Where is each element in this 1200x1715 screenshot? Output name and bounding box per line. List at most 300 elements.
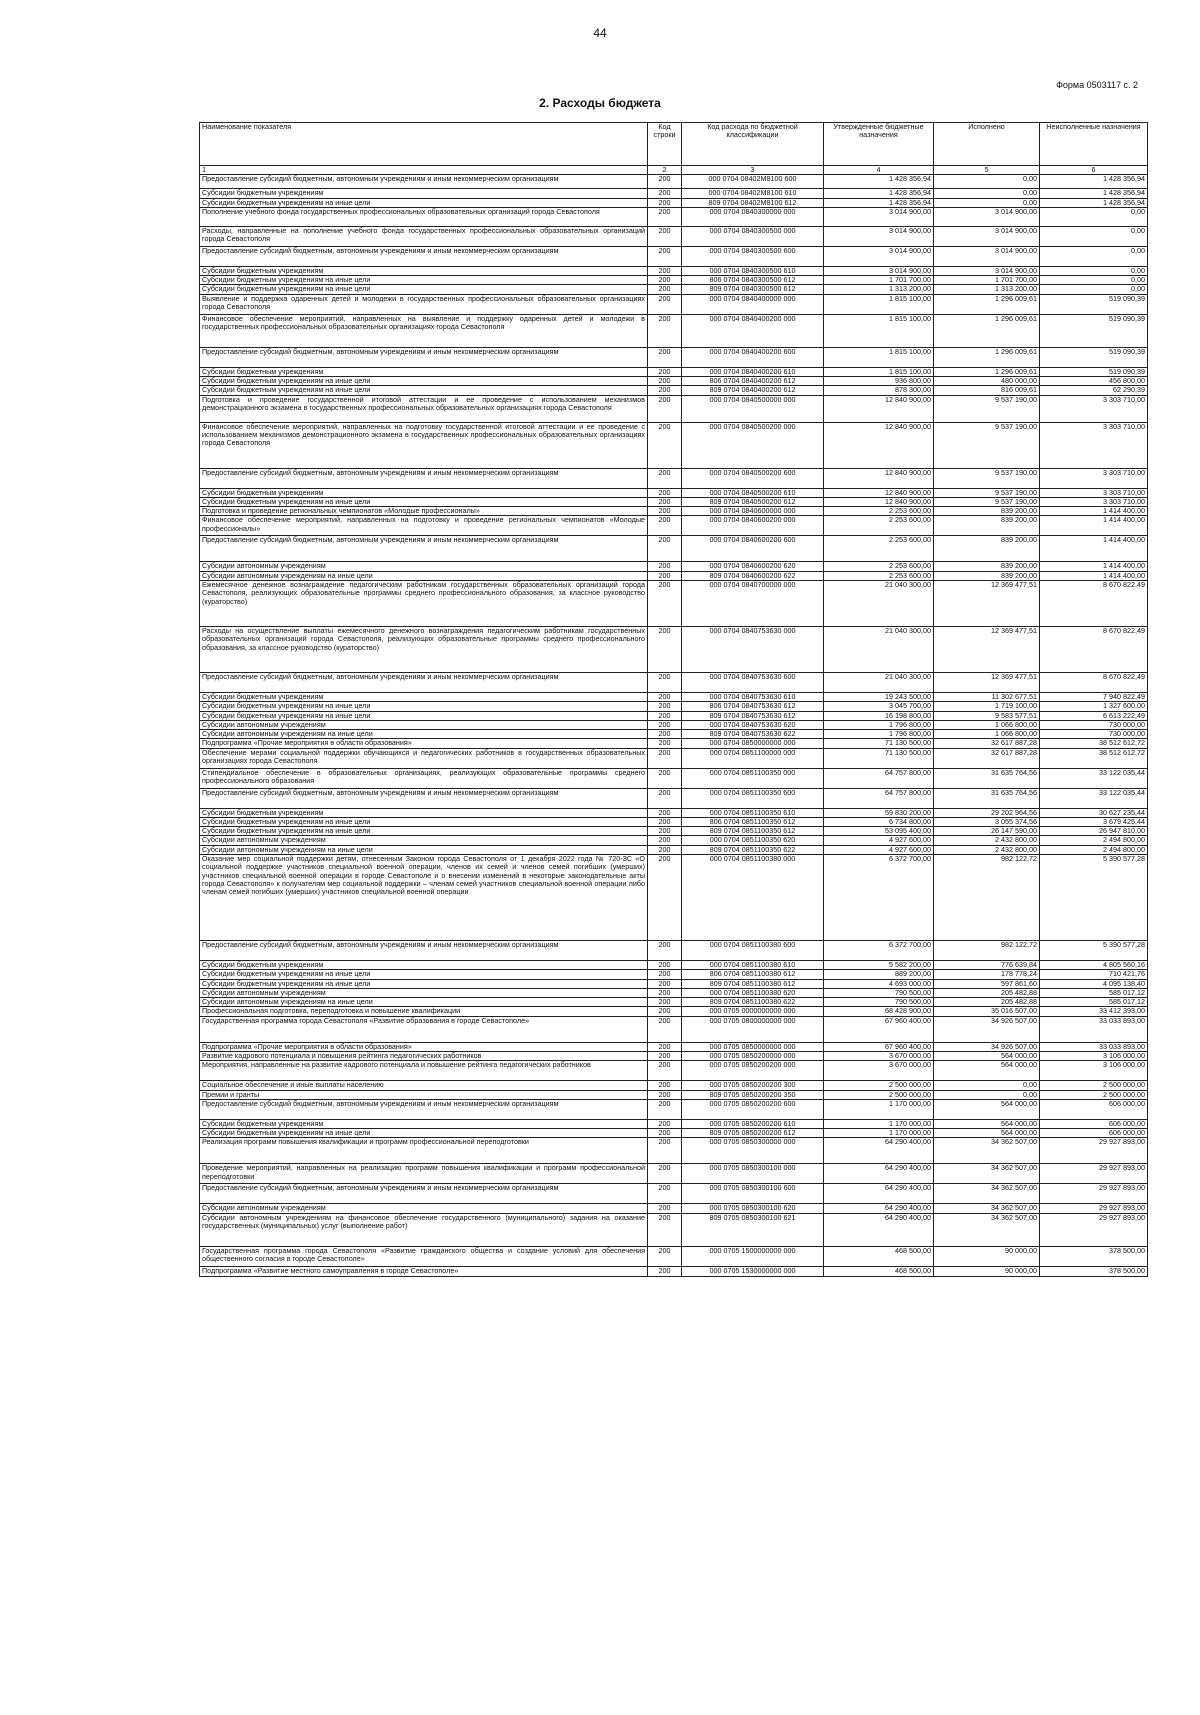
row-name: Предоставление субсидий бюджетным, автономным учреждениям и иным некоммерческим организациям bbox=[200, 788, 648, 808]
row-approved: 2 253 600,00 bbox=[824, 571, 934, 580]
row-executed: 9 537 190,00 bbox=[934, 497, 1040, 506]
row-name: Субсидии бюджетным учреждениям bbox=[200, 266, 648, 275]
row-line-code: 200 bbox=[648, 941, 682, 961]
table-row bbox=[200, 827, 1148, 836]
row-line-code: 200 bbox=[648, 175, 682, 189]
table-row bbox=[200, 1184, 1148, 1204]
row-unexecuted: 456 800,00 bbox=[1040, 376, 1148, 385]
row-approved: 64 290 400,00 bbox=[824, 1204, 934, 1213]
row-approved: 468 500,00 bbox=[824, 1246, 934, 1266]
row-name: Премии и гранты bbox=[200, 1090, 648, 1099]
row-executed: 564 000,00 bbox=[934, 1052, 1040, 1061]
row-line-code: 200 bbox=[648, 1129, 682, 1138]
row-unexecuted: 1 428 356,94 bbox=[1040, 175, 1148, 189]
table-row bbox=[200, 395, 1148, 422]
row-unexecuted: 730 000,00 bbox=[1040, 730, 1148, 739]
row-approved: 1 428 356,94 bbox=[824, 175, 934, 189]
row-expense-code: 000 0705 0850300000 000 bbox=[682, 1138, 824, 1164]
row-expense-code: 000 0705 0850200000 000 bbox=[682, 1052, 824, 1061]
row-line-code: 200 bbox=[648, 507, 682, 516]
row-unexecuted: 1 414 400,00 bbox=[1040, 536, 1148, 562]
row-line-code: 200 bbox=[648, 1164, 682, 1184]
header-executed: Исполнено bbox=[934, 123, 1040, 166]
row-unexecuted: 0,00 bbox=[1040, 226, 1148, 246]
row-name: Предоставление субсидий бюджетным, автономным учреждениям и иным некоммерческим организациям bbox=[200, 175, 648, 189]
row-unexecuted: 4 805 560,16 bbox=[1040, 961, 1148, 970]
table-row bbox=[200, 1016, 1148, 1042]
row-unexecuted: 29 927 893,00 bbox=[1040, 1184, 1148, 1204]
row-expense-code: 809 0704 0851100380 612 bbox=[682, 979, 824, 988]
row-name: Выявление и поддержка одаренных детей и молодежи в государственных профессиональных образовательных организациях города Севастополя bbox=[200, 294, 648, 314]
row-unexecuted: 33 122 035,44 bbox=[1040, 788, 1148, 808]
row-name: Субсидии бюджетным учреждениям bbox=[200, 961, 648, 970]
form-reference: Форма 0503117 с. 2 bbox=[1056, 80, 1138, 90]
row-unexecuted: 585 017,12 bbox=[1040, 998, 1148, 1007]
table-row bbox=[200, 970, 1148, 979]
row-executed: 9 537 190,00 bbox=[934, 395, 1040, 422]
row-line-code: 200 bbox=[648, 367, 682, 376]
row-line-code: 200 bbox=[648, 1119, 682, 1128]
row-executed: 982 122,72 bbox=[934, 941, 1040, 961]
row-unexecuted: 0,00 bbox=[1040, 207, 1148, 226]
row-expense-code: 000 0704 0840753630 600 bbox=[682, 672, 824, 692]
row-line-code: 200 bbox=[648, 571, 682, 580]
row-approved: 67 960 400,00 bbox=[824, 1042, 934, 1051]
table-row bbox=[200, 845, 1148, 854]
row-name: Подпрограмма «Прочие мероприятия в области образования» bbox=[200, 1042, 648, 1051]
row-executed: 564 000,00 bbox=[934, 1099, 1040, 1119]
row-approved: 2 500 000,00 bbox=[824, 1090, 934, 1099]
row-executed: 816 009,61 bbox=[934, 386, 1040, 395]
row-expense-code: 000 0705 0850300100 600 bbox=[682, 1184, 824, 1204]
row-line-code: 200 bbox=[648, 711, 682, 720]
row-name: Субсидии бюджетным учреждениям bbox=[200, 367, 648, 376]
row-executed: 839 200,00 bbox=[934, 516, 1040, 536]
row-approved: 21 040 300,00 bbox=[824, 672, 934, 692]
table-row bbox=[200, 266, 1148, 275]
row-approved: 4 927 600,00 bbox=[824, 845, 934, 854]
row-approved: 1 428 356,94 bbox=[824, 189, 934, 198]
table-row bbox=[200, 246, 1148, 266]
row-approved: 2 253 600,00 bbox=[824, 507, 934, 516]
row-expense-code: 000 0704 0851100380 600 bbox=[682, 941, 824, 961]
row-executed: 1 313 200,00 bbox=[934, 285, 1040, 294]
row-executed: 564 000,00 bbox=[934, 1129, 1040, 1138]
row-name: Субсидии бюджетным учреждениям на иные цели bbox=[200, 711, 648, 720]
row-name: Финансовое обеспечение мероприятий, направленных на подготовку государственной итоговой аттестации и ее проведение с использованием механизмов демонстрационного экзамена в государственных профессиональных образовательных организациях города Севастополя bbox=[200, 422, 648, 468]
row-name: Государственная программа города Севастополя «Развитие гражданского общества и создание условий для обеспечения общественного согласия в городе Севастополе» bbox=[200, 1246, 648, 1266]
row-line-code: 200 bbox=[648, 768, 682, 788]
table-row bbox=[200, 1052, 1148, 1061]
row-unexecuted: 0,00 bbox=[1040, 246, 1148, 266]
row-line-code: 200 bbox=[648, 497, 682, 506]
row-approved: 1 170 000,00 bbox=[824, 1099, 934, 1119]
row-line-code: 200 bbox=[648, 1204, 682, 1213]
row-line-code: 200 bbox=[648, 748, 682, 768]
header-expense-code: Код расхода по бюджетной классификации bbox=[682, 123, 824, 166]
row-line-code: 200 bbox=[648, 836, 682, 845]
row-unexecuted: 62 290,39 bbox=[1040, 386, 1148, 395]
row-executed: 12 369 477,51 bbox=[934, 672, 1040, 692]
row-line-code: 200 bbox=[648, 1016, 682, 1042]
table-row bbox=[200, 1099, 1148, 1119]
row-line-code: 200 bbox=[648, 285, 682, 294]
row-unexecuted: 33 033 893,00 bbox=[1040, 1016, 1148, 1042]
row-expense-code: 000 0704 0851100380 000 bbox=[682, 855, 824, 941]
row-executed: 0,00 bbox=[934, 198, 1040, 207]
column-numbers-row bbox=[200, 166, 1148, 175]
row-line-code: 200 bbox=[648, 739, 682, 748]
row-name: Субсидии бюджетным учреждениям bbox=[200, 692, 648, 701]
row-expense-code: 000 0704 0851100380 620 bbox=[682, 988, 824, 997]
row-approved: 4 927 600,00 bbox=[824, 836, 934, 845]
row-unexecuted: 3 303 710,00 bbox=[1040, 468, 1148, 488]
row-approved: 889 200,00 bbox=[824, 970, 934, 979]
table-row bbox=[200, 516, 1148, 536]
column-number: 1 bbox=[200, 166, 648, 175]
row-unexecuted: 2 500 000,00 bbox=[1040, 1090, 1148, 1099]
row-expense-code: 809 0704 0840600200 622 bbox=[682, 571, 824, 580]
row-executed: 3 014 900,00 bbox=[934, 266, 1040, 275]
row-unexecuted: 519 090,39 bbox=[1040, 367, 1148, 376]
row-expense-code: 000 0705 0850200200 000 bbox=[682, 1061, 824, 1081]
row-line-code: 200 bbox=[648, 827, 682, 836]
row-expense-code: 000 0705 0850200200 300 bbox=[682, 1081, 824, 1090]
row-executed: 11 302 677,51 bbox=[934, 692, 1040, 701]
table-row bbox=[200, 998, 1148, 1007]
row-expense-code: 809 0704 0840753630 612 bbox=[682, 711, 824, 720]
row-approved: 64 290 400,00 bbox=[824, 1138, 934, 1164]
table-row bbox=[200, 748, 1148, 768]
row-name: Субсидии бюджетным учреждениям на иные цели bbox=[200, 276, 648, 285]
table-row bbox=[200, 1090, 1148, 1099]
row-expense-code: 000 0704 0840400200 000 bbox=[682, 314, 824, 347]
row-expense-code: 000 0704 0840400200 600 bbox=[682, 347, 824, 367]
row-approved: 19 243 500,00 bbox=[824, 692, 934, 701]
table-row bbox=[200, 294, 1148, 314]
row-name: Стипендиальное обеспечение в образовательных организациях, реализующих образовательные программы среднего профессионального образования bbox=[200, 768, 648, 788]
row-approved: 1 815 100,00 bbox=[824, 294, 934, 314]
row-expense-code: 806 0704 0840753630 612 bbox=[682, 702, 824, 711]
row-approved: 12 840 900,00 bbox=[824, 468, 934, 488]
row-expense-code: 000 0704 0840753630 610 bbox=[682, 692, 824, 701]
row-expense-code: 809 0704 08402M8100 612 bbox=[682, 198, 824, 207]
table-row bbox=[200, 536, 1148, 562]
row-line-code: 200 bbox=[648, 1007, 682, 1016]
row-line-code: 200 bbox=[648, 562, 682, 571]
row-name: Субсидии бюджетным учреждениям bbox=[200, 488, 648, 497]
row-executed: 31 635 764,56 bbox=[934, 788, 1040, 808]
row-expense-code: 000 0705 0000000000 000 bbox=[682, 1007, 824, 1016]
table-row bbox=[200, 507, 1148, 516]
row-line-code: 200 bbox=[648, 226, 682, 246]
row-name: Субсидии автономным учреждениям bbox=[200, 720, 648, 729]
row-unexecuted: 3 106 000,00 bbox=[1040, 1061, 1148, 1081]
table-row bbox=[200, 226, 1148, 246]
table-row bbox=[200, 1204, 1148, 1213]
row-line-code: 200 bbox=[648, 276, 682, 285]
row-unexecuted: 8 670 822,49 bbox=[1040, 672, 1148, 692]
row-line-code: 200 bbox=[648, 1213, 682, 1246]
row-executed: 90 000,00 bbox=[934, 1266, 1040, 1276]
row-name: Субсидии бюджетным учреждениям bbox=[200, 808, 648, 817]
row-line-code: 200 bbox=[648, 376, 682, 385]
row-unexecuted: 33 412 393,00 bbox=[1040, 1007, 1148, 1016]
table-row bbox=[200, 1129, 1148, 1138]
table-header-row bbox=[200, 123, 1148, 166]
row-unexecuted: 38 512 612,72 bbox=[1040, 748, 1148, 768]
row-executed: 34 362 507,00 bbox=[934, 1213, 1040, 1246]
row-name: Предоставление субсидий бюджетным, автономным учреждениям и иным некоммерческим организациям bbox=[200, 468, 648, 488]
row-line-code: 200 bbox=[648, 422, 682, 468]
row-expense-code: 000 0704 08402M8100 610 bbox=[682, 189, 824, 198]
row-approved: 5 582 200,00 bbox=[824, 961, 934, 970]
row-approved: 2 253 600,00 bbox=[824, 562, 934, 571]
row-approved: 64 290 400,00 bbox=[824, 1213, 934, 1246]
row-approved: 16 198 800,00 bbox=[824, 711, 934, 720]
row-expense-code: 000 0704 0840600200 620 bbox=[682, 562, 824, 571]
row-approved: 790 500,00 bbox=[824, 988, 934, 997]
row-executed: 9 537 190,00 bbox=[934, 468, 1040, 488]
row-name: Субсидии бюджетным учреждениям на иные цели bbox=[200, 817, 648, 826]
row-approved: 1 701 700,00 bbox=[824, 276, 934, 285]
row-executed: 1 701 700,00 bbox=[934, 276, 1040, 285]
row-unexecuted: 606 000,00 bbox=[1040, 1119, 1148, 1128]
row-name: Предоставление субсидий бюджетным, автономным учреждениям и иным некоммерческим организациям bbox=[200, 1184, 648, 1204]
row-executed: 0,00 bbox=[934, 175, 1040, 189]
table-row bbox=[200, 808, 1148, 817]
row-executed: 34 362 507,00 bbox=[934, 1164, 1040, 1184]
table-row bbox=[200, 1246, 1148, 1266]
row-approved: 1 815 100,00 bbox=[824, 367, 934, 376]
row-name: Субсидии автономным учреждениям bbox=[200, 562, 648, 571]
row-name: Финансовое обеспечение мероприятий, направленных на подготовку и проведение региональных чемпионатов «Молодые профессионалы» bbox=[200, 516, 648, 536]
table-row bbox=[200, 720, 1148, 729]
column-number: 6 bbox=[1040, 166, 1148, 175]
row-unexecuted: 0,00 bbox=[1040, 276, 1148, 285]
row-name: Подготовка и проведение региональных чемпионатов «Молодые профессионалы» bbox=[200, 507, 648, 516]
row-name: Субсидии бюджетным учреждениям на иные цели bbox=[200, 285, 648, 294]
row-unexecuted: 0,00 bbox=[1040, 285, 1148, 294]
row-approved: 3 045 700,00 bbox=[824, 702, 934, 711]
row-expense-code: 809 0704 0840400200 612 bbox=[682, 386, 824, 395]
row-expense-code: 000 0704 0840500200 000 bbox=[682, 422, 824, 468]
row-approved: 3 670 000,00 bbox=[824, 1061, 934, 1081]
table-row bbox=[200, 1061, 1148, 1081]
row-approved: 1 313 200,00 bbox=[824, 285, 934, 294]
table-row bbox=[200, 189, 1148, 198]
row-executed: 205 482,88 bbox=[934, 998, 1040, 1007]
row-name: Субсидии бюджетным учреждениям на иные цели bbox=[200, 376, 648, 385]
row-name: Подпрограмма «Развитие местного самоуправления в городе Севастополе» bbox=[200, 1266, 648, 1276]
row-expense-code: 000 0704 0851100350 610 bbox=[682, 808, 824, 817]
row-expense-code: 000 0704 0840700000 000 bbox=[682, 580, 824, 626]
row-line-code: 200 bbox=[648, 702, 682, 711]
row-approved: 64 757 800,00 bbox=[824, 788, 934, 808]
table-row bbox=[200, 314, 1148, 347]
row-approved: 1 796 800,00 bbox=[824, 730, 934, 739]
row-unexecuted: 29 927 893,00 bbox=[1040, 1204, 1148, 1213]
row-approved: 936 800,00 bbox=[824, 376, 934, 385]
row-executed: 35 016 507,00 bbox=[934, 1007, 1040, 1016]
table-row bbox=[200, 1119, 1148, 1128]
row-expense-code: 809 0704 0840500200 612 bbox=[682, 497, 824, 506]
row-unexecuted: 3 303 710,00 bbox=[1040, 488, 1148, 497]
row-expense-code: 000 0705 0850200200 600 bbox=[682, 1099, 824, 1119]
row-name: Субсидии автономным учреждениям bbox=[200, 836, 648, 845]
row-name: Субсидии автономным учреждениям на иные цели bbox=[200, 998, 648, 1007]
row-executed: 34 926 507,00 bbox=[934, 1016, 1040, 1042]
row-line-code: 200 bbox=[648, 672, 682, 692]
row-expense-code: 809 0704 0840300500 612 bbox=[682, 285, 824, 294]
row-expense-code: 809 0705 0850200200 350 bbox=[682, 1090, 824, 1099]
row-approved: 71 130 500,00 bbox=[824, 739, 934, 748]
table-row bbox=[200, 1213, 1148, 1246]
row-line-code: 200 bbox=[648, 979, 682, 988]
row-approved: 64 757 800,00 bbox=[824, 768, 934, 788]
row-unexecuted: 29 927 893,00 bbox=[1040, 1164, 1148, 1184]
row-executed: 29 202 964,56 bbox=[934, 808, 1040, 817]
table-row bbox=[200, 739, 1148, 748]
row-approved: 3 014 900,00 bbox=[824, 266, 934, 275]
row-expense-code: 000 0704 0840500000 000 bbox=[682, 395, 824, 422]
row-expense-code: 000 0704 0851100380 610 bbox=[682, 961, 824, 970]
page-title: 2. Расходы бюджета bbox=[539, 96, 661, 110]
row-line-code: 200 bbox=[648, 314, 682, 347]
row-expense-code: 809 0704 0851100350 622 bbox=[682, 845, 824, 854]
table-row bbox=[200, 276, 1148, 285]
row-unexecuted: 730 000,00 bbox=[1040, 720, 1148, 729]
row-name: Предоставление субсидий бюджетным, автономным учреждениям и иным некоммерческим организациям bbox=[200, 536, 648, 562]
table-row bbox=[200, 347, 1148, 367]
row-name: Субсидии автономным учреждениям bbox=[200, 988, 648, 997]
row-expense-code: 000 0704 0840300500 610 bbox=[682, 266, 824, 275]
row-executed: 12 369 477,51 bbox=[934, 580, 1040, 626]
row-executed: 839 200,00 bbox=[934, 571, 1040, 580]
header-unexecuted: Неисполненные назначения bbox=[1040, 123, 1148, 166]
row-name: Расходы, направленные на пополнение учебного фонда государственных профессиональных образовательных организаций города Севастополя bbox=[200, 226, 648, 246]
row-name: Проведение мероприятий, направленных на реализацию программ повышения квалификации и программ профессиональной переподготовки bbox=[200, 1164, 648, 1184]
row-approved: 1 170 000,00 bbox=[824, 1119, 934, 1128]
row-approved: 67 960 400,00 bbox=[824, 1016, 934, 1042]
row-line-code: 200 bbox=[648, 998, 682, 1007]
row-expense-code: 000 0704 0840753630 000 bbox=[682, 626, 824, 672]
table-row bbox=[200, 626, 1148, 672]
row-executed: 32 617 887,28 bbox=[934, 748, 1040, 768]
row-executed: 480 000,00 bbox=[934, 376, 1040, 385]
page-number: 44 bbox=[593, 26, 607, 40]
row-expense-code: 000 0704 0851100350 620 bbox=[682, 836, 824, 845]
table-row bbox=[200, 580, 1148, 626]
row-line-code: 200 bbox=[648, 488, 682, 497]
row-line-code: 200 bbox=[648, 788, 682, 808]
row-unexecuted: 26 947 810,00 bbox=[1040, 827, 1148, 836]
table-row bbox=[200, 571, 1148, 580]
row-unexecuted: 33 033 893,00 bbox=[1040, 1042, 1148, 1051]
row-unexecuted: 29 927 893,00 bbox=[1040, 1213, 1148, 1246]
row-expense-code: 000 0705 1500000000 000 bbox=[682, 1246, 824, 1266]
table-row bbox=[200, 1042, 1148, 1051]
row-executed: 839 200,00 bbox=[934, 562, 1040, 571]
table-row bbox=[200, 198, 1148, 207]
row-line-code: 200 bbox=[648, 692, 682, 701]
row-approved: 790 500,00 bbox=[824, 998, 934, 1007]
row-executed: 776 639,84 bbox=[934, 961, 1040, 970]
row-expense-code: 000 0704 0840400000 000 bbox=[682, 294, 824, 314]
row-approved: 12 840 900,00 bbox=[824, 497, 934, 506]
row-expense-code: 000 0704 0851100000 000 bbox=[682, 748, 824, 768]
row-name: Субсидии автономным учреждениям на иные цели bbox=[200, 845, 648, 854]
table-row bbox=[200, 692, 1148, 701]
row-executed: 0,00 bbox=[934, 1081, 1040, 1090]
row-approved: 71 130 500,00 bbox=[824, 748, 934, 768]
row-expense-code: 000 0704 0840500200 610 bbox=[682, 488, 824, 497]
row-expense-code: 809 0704 0851100350 612 bbox=[682, 827, 824, 836]
row-line-code: 200 bbox=[648, 468, 682, 488]
row-line-code: 200 bbox=[648, 516, 682, 536]
row-expense-code: 806 0704 0851100350 612 bbox=[682, 817, 824, 826]
row-executed: 2 432 800,00 bbox=[934, 836, 1040, 845]
row-approved: 1 796 800,00 bbox=[824, 720, 934, 729]
row-executed: 90 000,00 bbox=[934, 1246, 1040, 1266]
row-name: Расходы на осуществление выплаты ежемесячного денежного вознаграждения педагогическим работникам государственных образовательных организаций города Севастополя, реализующих образовательные программы среднего профессионального образования, за классное руководство (кураторство) bbox=[200, 626, 648, 672]
table-row bbox=[200, 488, 1148, 497]
row-line-code: 200 bbox=[648, 1184, 682, 1204]
row-unexecuted: 710 421,76 bbox=[1040, 970, 1148, 979]
row-executed: 3 014 900,00 bbox=[934, 246, 1040, 266]
row-approved: 2 253 600,00 bbox=[824, 536, 934, 562]
row-approved: 64 290 400,00 bbox=[824, 1164, 934, 1184]
row-line-code: 200 bbox=[648, 189, 682, 198]
row-executed: 1 719 100,00 bbox=[934, 702, 1040, 711]
row-expense-code: 806 0704 0840300500 612 bbox=[682, 276, 824, 285]
row-unexecuted: 1 414 400,00 bbox=[1040, 516, 1148, 536]
row-approved: 59 830 200,00 bbox=[824, 808, 934, 817]
row-executed: 1 296 009,61 bbox=[934, 347, 1040, 367]
row-line-code: 200 bbox=[648, 817, 682, 826]
row-executed: 205 482,88 bbox=[934, 988, 1040, 997]
row-expense-code: 000 0704 08402M8100 600 bbox=[682, 175, 824, 189]
row-approved: 468 500,00 bbox=[824, 1266, 934, 1276]
row-expense-code: 000 0704 0840500200 600 bbox=[682, 468, 824, 488]
row-name: Реализация программ повышения квалификации и программ профессиональной переподготовки bbox=[200, 1138, 648, 1164]
row-name: Обеспечение мерами социальной поддержки обучающихся и педагогических работников в государственных образовательных организациях города Севастополя bbox=[200, 748, 648, 768]
row-unexecuted: 3 106 000,00 bbox=[1040, 1052, 1148, 1061]
row-unexecuted: 1 428 356,94 bbox=[1040, 189, 1148, 198]
column-number: 3 bbox=[682, 166, 824, 175]
row-expense-code: 000 0704 0840600200 000 bbox=[682, 516, 824, 536]
table-row bbox=[200, 711, 1148, 720]
row-line-code: 200 bbox=[648, 1081, 682, 1090]
row-executed: 1 296 009,61 bbox=[934, 314, 1040, 347]
row-name: Оказание мер социальной поддержки детям, отнесенным Законом города Севастополя от 1 декабря 2022 года № 720-ЗС «О социальной поддержке участников специальной военной операции, членов их семей и членов семей погибших (умерших) участников специальной военной операции в городе Севастополе и о внесении изменений в некоторые законодательные акты города Севастополя» к получателям мер социальной поддержки – членам семей участников специальной военной операции либо членам семей погибших (умерших) участников специальной военной операции bbox=[200, 855, 648, 941]
row-line-code: 200 bbox=[648, 347, 682, 367]
budget-expenses-table bbox=[199, 122, 1148, 1277]
row-approved: 6 734 800,00 bbox=[824, 817, 934, 826]
table-row bbox=[200, 817, 1148, 826]
row-name: Развитие кадрового потенциала и повышения рейтинга педагогических работников bbox=[200, 1052, 648, 1061]
row-name: Предоставление субсидий бюджетным, автономным учреждениям и иным некоммерческим организациям bbox=[200, 347, 648, 367]
row-executed: 3 055 374,56 bbox=[934, 817, 1040, 826]
row-name: Субсидии бюджетным учреждениям на иные цели bbox=[200, 198, 648, 207]
row-expense-code: 809 0705 0850300100 621 bbox=[682, 1213, 824, 1246]
row-name: Мероприятия, направленные на развитие кадрового потенциала и повышение рейтинга педагогических работников bbox=[200, 1061, 648, 1081]
row-name: Субсидии бюджетным учреждениям на иные цели bbox=[200, 970, 648, 979]
table-row bbox=[200, 961, 1148, 970]
row-approved: 12 840 900,00 bbox=[824, 395, 934, 422]
row-line-code: 200 bbox=[648, 386, 682, 395]
table-row bbox=[200, 468, 1148, 488]
